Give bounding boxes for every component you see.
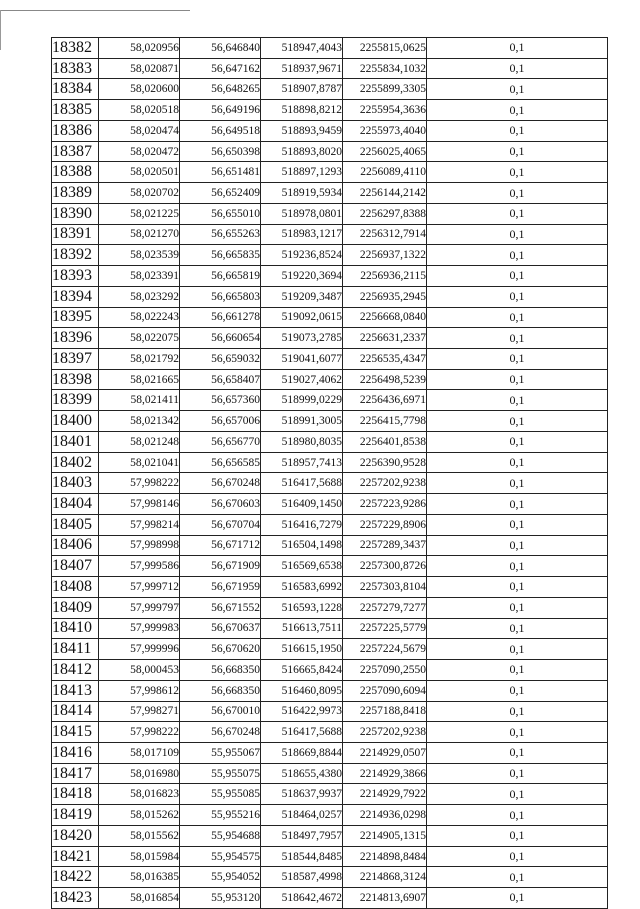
- longitude-cell: 55,955067: [180, 742, 261, 763]
- accuracy-cell: 0,1: [427, 390, 608, 411]
- x-coordinate-cell: 518637,9937: [261, 784, 343, 805]
- longitude-cell: 56,665819: [180, 266, 261, 287]
- longitude-cell: 56,671712: [180, 535, 261, 556]
- x-coordinate-cell: 518497,7957: [261, 825, 343, 846]
- table-row: [52, 141, 608, 162]
- coordinates-table: [51, 37, 608, 909]
- point-number-cell: 18392: [52, 245, 99, 266]
- accuracy-cell: 0,1: [427, 203, 608, 224]
- latitude-cell: 57,999586: [99, 556, 180, 577]
- table-row: [52, 805, 608, 826]
- accuracy-cell: 0,1: [427, 79, 608, 100]
- table-row: [52, 100, 608, 121]
- accuracy-cell: 0,1: [427, 38, 608, 59]
- x-coordinate-cell: 516409,1450: [261, 494, 343, 515]
- x-coordinate-cell: 518587,4998: [261, 867, 343, 888]
- point-number-cell: 18417: [52, 763, 99, 784]
- x-coordinate-cell: 518919,5934: [261, 183, 343, 204]
- point-number-cell: 18384: [52, 79, 99, 100]
- latitude-cell: 58,021225: [99, 203, 180, 224]
- longitude-cell: 56,670603: [180, 494, 261, 515]
- accuracy-cell: 0,1: [427, 245, 608, 266]
- table-row: [52, 162, 608, 183]
- table-row: [52, 494, 608, 515]
- table-row: [52, 701, 608, 722]
- y-coordinate-cell: 2256312,7914: [343, 224, 427, 245]
- point-number-cell: 18409: [52, 597, 99, 618]
- latitude-cell: 58,015562: [99, 825, 180, 846]
- latitude-cell: 58,015984: [99, 846, 180, 867]
- x-coordinate-cell: 516460,8095: [261, 680, 343, 701]
- y-coordinate-cell: 2214905,1315: [343, 825, 427, 846]
- accuracy-cell: 0,1: [427, 286, 608, 307]
- longitude-cell: 55,955085: [180, 784, 261, 805]
- y-coordinate-cell: 2257223,9286: [343, 494, 427, 515]
- x-coordinate-cell: 516416,7279: [261, 514, 343, 535]
- point-number-cell: 18410: [52, 618, 99, 639]
- table-row: [52, 846, 608, 867]
- latitude-cell: 57,998222: [99, 722, 180, 743]
- y-coordinate-cell: 2256535,4347: [343, 349, 427, 370]
- table-row: [52, 535, 608, 556]
- point-number-cell: 18389: [52, 183, 99, 204]
- latitude-cell: 58,020472: [99, 141, 180, 162]
- latitude-cell: 58,016980: [99, 763, 180, 784]
- y-coordinate-cell: 2255954,3636: [343, 100, 427, 121]
- table-row: [52, 390, 608, 411]
- latitude-cell: 57,998146: [99, 494, 180, 515]
- latitude-cell: 58,016385: [99, 867, 180, 888]
- y-coordinate-cell: 2257188,8418: [343, 701, 427, 722]
- table-row: [52, 266, 608, 287]
- longitude-cell: 56,655010: [180, 203, 261, 224]
- accuracy-cell: 0,1: [427, 183, 608, 204]
- latitude-cell: 57,999797: [99, 597, 180, 618]
- accuracy-cell: 0,1: [427, 514, 608, 535]
- x-coordinate-cell: 518907,8787: [261, 79, 343, 100]
- y-coordinate-cell: 2256631,2337: [343, 328, 427, 349]
- y-coordinate-cell: 2214898,8484: [343, 846, 427, 867]
- x-coordinate-cell: 518991,3005: [261, 411, 343, 432]
- point-number-cell: 18402: [52, 452, 99, 473]
- point-number-cell: 18401: [52, 431, 99, 452]
- table-row: [52, 79, 608, 100]
- longitude-cell: 56,649196: [180, 100, 261, 121]
- point-number-cell: 18421: [52, 846, 99, 867]
- longitude-cell: 56,670248: [180, 722, 261, 743]
- table-row: [52, 431, 608, 452]
- y-coordinate-cell: 2256089,4110: [343, 162, 427, 183]
- point-number-cell: 18414: [52, 701, 99, 722]
- x-coordinate-cell: 516504,1498: [261, 535, 343, 556]
- point-number-cell: 18386: [52, 120, 99, 141]
- latitude-cell: 58,023539: [99, 245, 180, 266]
- latitude-cell: 57,998271: [99, 701, 180, 722]
- accuracy-cell: 0,1: [427, 473, 608, 494]
- x-coordinate-cell: 516665,8424: [261, 660, 343, 681]
- y-coordinate-cell: 2257289,3437: [343, 535, 427, 556]
- y-coordinate-cell: 2256401,8538: [343, 431, 427, 452]
- point-number-cell: 18398: [52, 369, 99, 390]
- x-coordinate-cell: 516583,6992: [261, 577, 343, 598]
- point-number-cell: 18388: [52, 162, 99, 183]
- longitude-cell: 56,670248: [180, 473, 261, 494]
- table-row: [52, 286, 608, 307]
- table-row: [52, 577, 608, 598]
- x-coordinate-cell: 518937,9671: [261, 58, 343, 79]
- accuracy-cell: 0,1: [427, 494, 608, 515]
- accuracy-cell: 0,1: [427, 888, 608, 909]
- point-number-cell: 18405: [52, 514, 99, 535]
- longitude-cell: 56,646840: [180, 38, 261, 59]
- accuracy-cell: 0,1: [427, 701, 608, 722]
- latitude-cell: 58,020702: [99, 183, 180, 204]
- point-number-cell: 18387: [52, 141, 99, 162]
- accuracy-cell: 0,1: [427, 535, 608, 556]
- x-coordinate-cell: 518978,0801: [261, 203, 343, 224]
- longitude-cell: 56,671552: [180, 597, 261, 618]
- point-number-cell: 18382: [52, 38, 99, 59]
- point-number-cell: 18415: [52, 722, 99, 743]
- point-number-cell: 18393: [52, 266, 99, 287]
- longitude-cell: 55,954575: [180, 846, 261, 867]
- x-coordinate-cell: 516417,5688: [261, 722, 343, 743]
- point-number-cell: 18404: [52, 494, 99, 515]
- x-coordinate-cell: 518669,8844: [261, 742, 343, 763]
- point-number-cell: 18418: [52, 784, 99, 805]
- table-row: [52, 203, 608, 224]
- latitude-cell: 58,015262: [99, 805, 180, 826]
- accuracy-cell: 0,1: [427, 162, 608, 183]
- longitude-cell: 56,649518: [180, 120, 261, 141]
- point-number-cell: 18422: [52, 867, 99, 888]
- point-number-cell: 18419: [52, 805, 99, 826]
- y-coordinate-cell: 2257303,8104: [343, 577, 427, 598]
- table-row: [52, 369, 608, 390]
- longitude-cell: 55,953120: [180, 888, 261, 909]
- y-coordinate-cell: 2256935,2945: [343, 286, 427, 307]
- point-number-cell: 18413: [52, 680, 99, 701]
- latitude-cell: 58,021248: [99, 431, 180, 452]
- point-number-cell: 18407: [52, 556, 99, 577]
- accuracy-cell: 0,1: [427, 825, 608, 846]
- latitude-cell: 58,021665: [99, 369, 180, 390]
- y-coordinate-cell: 2256436,6971: [343, 390, 427, 411]
- point-number-cell: 18411: [52, 639, 99, 660]
- longitude-cell: 56,670637: [180, 618, 261, 639]
- table-row: [52, 742, 608, 763]
- y-coordinate-cell: 2214929,3866: [343, 763, 427, 784]
- y-coordinate-cell: 2256936,2115: [343, 266, 427, 287]
- y-coordinate-cell: 2214929,0507: [343, 742, 427, 763]
- y-coordinate-cell: 2255973,4040: [343, 120, 427, 141]
- table-row: [52, 245, 608, 266]
- y-coordinate-cell: 2214929,7922: [343, 784, 427, 805]
- accuracy-cell: 0,1: [427, 577, 608, 598]
- point-number-cell: 18416: [52, 742, 99, 763]
- longitude-cell: 56,659032: [180, 349, 261, 370]
- point-number-cell: 18395: [52, 307, 99, 328]
- longitude-cell: 56,670010: [180, 701, 261, 722]
- y-coordinate-cell: 2257202,9238: [343, 722, 427, 743]
- latitude-cell: 58,023292: [99, 286, 180, 307]
- longitude-cell: 55,955075: [180, 763, 261, 784]
- accuracy-cell: 0,1: [427, 846, 608, 867]
- table-row: [52, 411, 608, 432]
- table-row: [52, 349, 608, 370]
- latitude-cell: 58,020956: [99, 38, 180, 59]
- point-number-cell: 18394: [52, 286, 99, 307]
- y-coordinate-cell: 2214936,0298: [343, 805, 427, 826]
- x-coordinate-cell: 516422,9973: [261, 701, 343, 722]
- y-coordinate-cell: 2257202,9238: [343, 473, 427, 494]
- x-coordinate-cell: 518544,8485: [261, 846, 343, 867]
- y-coordinate-cell: 2257224,5679: [343, 639, 427, 660]
- accuracy-cell: 0,1: [427, 58, 608, 79]
- table-row: [52, 763, 608, 784]
- table-row: [52, 58, 608, 79]
- accuracy-cell: 0,1: [427, 224, 608, 245]
- point-number-cell: 18391: [52, 224, 99, 245]
- y-coordinate-cell: 2255899,3305: [343, 79, 427, 100]
- latitude-cell: 58,020871: [99, 58, 180, 79]
- x-coordinate-cell: 518655,4380: [261, 763, 343, 784]
- y-coordinate-cell: 2256025,4065: [343, 141, 427, 162]
- accuracy-cell: 0,1: [427, 660, 608, 681]
- accuracy-cell: 0,1: [427, 867, 608, 888]
- point-number-cell: 18423: [52, 888, 99, 909]
- point-number-cell: 18396: [52, 328, 99, 349]
- longitude-cell: 55,954052: [180, 867, 261, 888]
- accuracy-cell: 0,1: [427, 120, 608, 141]
- point-number-cell: 18420: [52, 825, 99, 846]
- table-row: [52, 825, 608, 846]
- longitude-cell: 56,657006: [180, 411, 261, 432]
- accuracy-cell: 0,1: [427, 597, 608, 618]
- y-coordinate-cell: 2257300,8726: [343, 556, 427, 577]
- longitude-cell: 56,650398: [180, 141, 261, 162]
- latitude-cell: 58,021342: [99, 411, 180, 432]
- point-number-cell: 18383: [52, 58, 99, 79]
- table-row: [52, 328, 608, 349]
- accuracy-cell: 0,1: [427, 100, 608, 121]
- longitude-cell: 55,955216: [180, 805, 261, 826]
- accuracy-cell: 0,1: [427, 639, 608, 660]
- latitude-cell: 58,021041: [99, 452, 180, 473]
- table-row: [52, 784, 608, 805]
- point-number-cell: 18400: [52, 411, 99, 432]
- x-coordinate-cell: 516593,1228: [261, 597, 343, 618]
- accuracy-cell: 0,1: [427, 556, 608, 577]
- x-coordinate-cell: 519073,2785: [261, 328, 343, 349]
- accuracy-cell: 0,1: [427, 722, 608, 743]
- y-coordinate-cell: 2256498,5239: [343, 369, 427, 390]
- latitude-cell: 57,999712: [99, 577, 180, 598]
- x-coordinate-cell: 519092,0615: [261, 307, 343, 328]
- page-edge-line: [0, 10, 1, 50]
- y-coordinate-cell: 2255834,1032: [343, 58, 427, 79]
- latitude-cell: 57,998214: [99, 514, 180, 535]
- x-coordinate-cell: 519220,3694: [261, 266, 343, 287]
- table-row: [52, 680, 608, 701]
- point-number-cell: 18390: [52, 203, 99, 224]
- accuracy-cell: 0,1: [427, 452, 608, 473]
- latitude-cell: 58,016823: [99, 784, 180, 805]
- point-number-cell: 18399: [52, 390, 99, 411]
- accuracy-cell: 0,1: [427, 431, 608, 452]
- y-coordinate-cell: 2256668,0840: [343, 307, 427, 328]
- x-coordinate-cell: 516613,7511: [261, 618, 343, 639]
- point-number-cell: 18412: [52, 660, 99, 681]
- longitude-cell: 56,656585: [180, 452, 261, 473]
- table-row: [52, 120, 608, 141]
- y-coordinate-cell: 2256415,7798: [343, 411, 427, 432]
- x-coordinate-cell: 518957,7413: [261, 452, 343, 473]
- latitude-cell: 58,020474: [99, 120, 180, 141]
- accuracy-cell: 0,1: [427, 618, 608, 639]
- y-coordinate-cell: 2214813,6907: [343, 888, 427, 909]
- y-coordinate-cell: 2214868,3124: [343, 867, 427, 888]
- table-row: [52, 722, 608, 743]
- longitude-cell: 56,656770: [180, 431, 261, 452]
- accuracy-cell: 0,1: [427, 742, 608, 763]
- table-row: [52, 452, 608, 473]
- y-coordinate-cell: 2255815,0625: [343, 38, 427, 59]
- x-coordinate-cell: 516615,1950: [261, 639, 343, 660]
- table-row: [52, 183, 608, 204]
- page-corner-line: [0, 0, 190, 11]
- accuracy-cell: 0,1: [427, 349, 608, 370]
- latitude-cell: 58,020600: [99, 79, 180, 100]
- x-coordinate-cell: 518893,8020: [261, 141, 343, 162]
- y-coordinate-cell: 2256390,9528: [343, 452, 427, 473]
- x-coordinate-cell: 516569,6538: [261, 556, 343, 577]
- table-row: [52, 556, 608, 577]
- table-row: [52, 38, 608, 59]
- longitude-cell: 56,665835: [180, 245, 261, 266]
- longitude-cell: 56,652409: [180, 183, 261, 204]
- latitude-cell: 57,998998: [99, 535, 180, 556]
- x-coordinate-cell: 516417,5688: [261, 473, 343, 494]
- table-row: [52, 307, 608, 328]
- longitude-cell: 56,671959: [180, 577, 261, 598]
- x-coordinate-cell: 518947,4043: [261, 38, 343, 59]
- longitude-cell: 56,660654: [180, 328, 261, 349]
- latitude-cell: 57,999983: [99, 618, 180, 639]
- point-number-cell: 18397: [52, 349, 99, 370]
- longitude-cell: 56,657360: [180, 390, 261, 411]
- longitude-cell: 56,651481: [180, 162, 261, 183]
- y-coordinate-cell: 2256297,8388: [343, 203, 427, 224]
- longitude-cell: 56,648265: [180, 79, 261, 100]
- longitude-cell: 56,655263: [180, 224, 261, 245]
- x-coordinate-cell: 519027,4062: [261, 369, 343, 390]
- latitude-cell: 58,023391: [99, 266, 180, 287]
- coordinates-table-body: [52, 38, 608, 909]
- latitude-cell: 58,017109: [99, 742, 180, 763]
- y-coordinate-cell: 2257225,5779: [343, 618, 427, 639]
- y-coordinate-cell: 2257090,2550: [343, 660, 427, 681]
- table-row: [52, 639, 608, 660]
- latitude-cell: 58,016854: [99, 888, 180, 909]
- accuracy-cell: 0,1: [427, 266, 608, 287]
- accuracy-cell: 0,1: [427, 805, 608, 826]
- y-coordinate-cell: 2257090,6094: [343, 680, 427, 701]
- table-row: [52, 867, 608, 888]
- accuracy-cell: 0,1: [427, 411, 608, 432]
- longitude-cell: 56,668350: [180, 680, 261, 701]
- table-row: [52, 597, 608, 618]
- x-coordinate-cell: 519041,6077: [261, 349, 343, 370]
- latitude-cell: 58,000453: [99, 660, 180, 681]
- longitude-cell: 56,665803: [180, 286, 261, 307]
- longitude-cell: 56,671909: [180, 556, 261, 577]
- table-row: [52, 224, 608, 245]
- longitude-cell: 56,661278: [180, 307, 261, 328]
- accuracy-cell: 0,1: [427, 328, 608, 349]
- table-row: [52, 473, 608, 494]
- longitude-cell: 56,670620: [180, 639, 261, 660]
- accuracy-cell: 0,1: [427, 784, 608, 805]
- accuracy-cell: 0,1: [427, 763, 608, 784]
- latitude-cell: 58,022243: [99, 307, 180, 328]
- y-coordinate-cell: 2257279,7277: [343, 597, 427, 618]
- latitude-cell: 57,999996: [99, 639, 180, 660]
- table-row: [52, 514, 608, 535]
- accuracy-cell: 0,1: [427, 307, 608, 328]
- y-coordinate-cell: 2256144,2142: [343, 183, 427, 204]
- longitude-cell: 56,647162: [180, 58, 261, 79]
- point-number-cell: 18408: [52, 577, 99, 598]
- y-coordinate-cell: 2256937,1322: [343, 245, 427, 266]
- x-coordinate-cell: 518980,8035: [261, 431, 343, 452]
- latitude-cell: 58,020518: [99, 100, 180, 121]
- latitude-cell: 57,998612: [99, 680, 180, 701]
- latitude-cell: 58,021792: [99, 349, 180, 370]
- latitude-cell: 58,021270: [99, 224, 180, 245]
- x-coordinate-cell: 518999,0229: [261, 390, 343, 411]
- latitude-cell: 58,021411: [99, 390, 180, 411]
- x-coordinate-cell: 518897,1293: [261, 162, 343, 183]
- longitude-cell: 55,954688: [180, 825, 261, 846]
- x-coordinate-cell: 519236,8524: [261, 245, 343, 266]
- point-number-cell: 18403: [52, 473, 99, 494]
- table-row: [52, 660, 608, 681]
- x-coordinate-cell: 518893,9459: [261, 120, 343, 141]
- longitude-cell: 56,658407: [180, 369, 261, 390]
- x-coordinate-cell: 518983,1217: [261, 224, 343, 245]
- accuracy-cell: 0,1: [427, 141, 608, 162]
- latitude-cell: 58,020501: [99, 162, 180, 183]
- longitude-cell: 56,670704: [180, 514, 261, 535]
- latitude-cell: 58,022075: [99, 328, 180, 349]
- x-coordinate-cell: 518464,0257: [261, 805, 343, 826]
- point-number-cell: 18406: [52, 535, 99, 556]
- point-number-cell: 18385: [52, 100, 99, 121]
- latitude-cell: 57,998222: [99, 473, 180, 494]
- longitude-cell: 56,668350: [180, 660, 261, 681]
- table-row: [52, 888, 608, 909]
- table-row: [52, 618, 608, 639]
- y-coordinate-cell: 2257229,8906: [343, 514, 427, 535]
- accuracy-cell: 0,1: [427, 369, 608, 390]
- x-coordinate-cell: 518898,8212: [261, 100, 343, 121]
- x-coordinate-cell: 519209,3487: [261, 286, 343, 307]
- x-coordinate-cell: 518642,4672: [261, 888, 343, 909]
- accuracy-cell: 0,1: [427, 680, 608, 701]
